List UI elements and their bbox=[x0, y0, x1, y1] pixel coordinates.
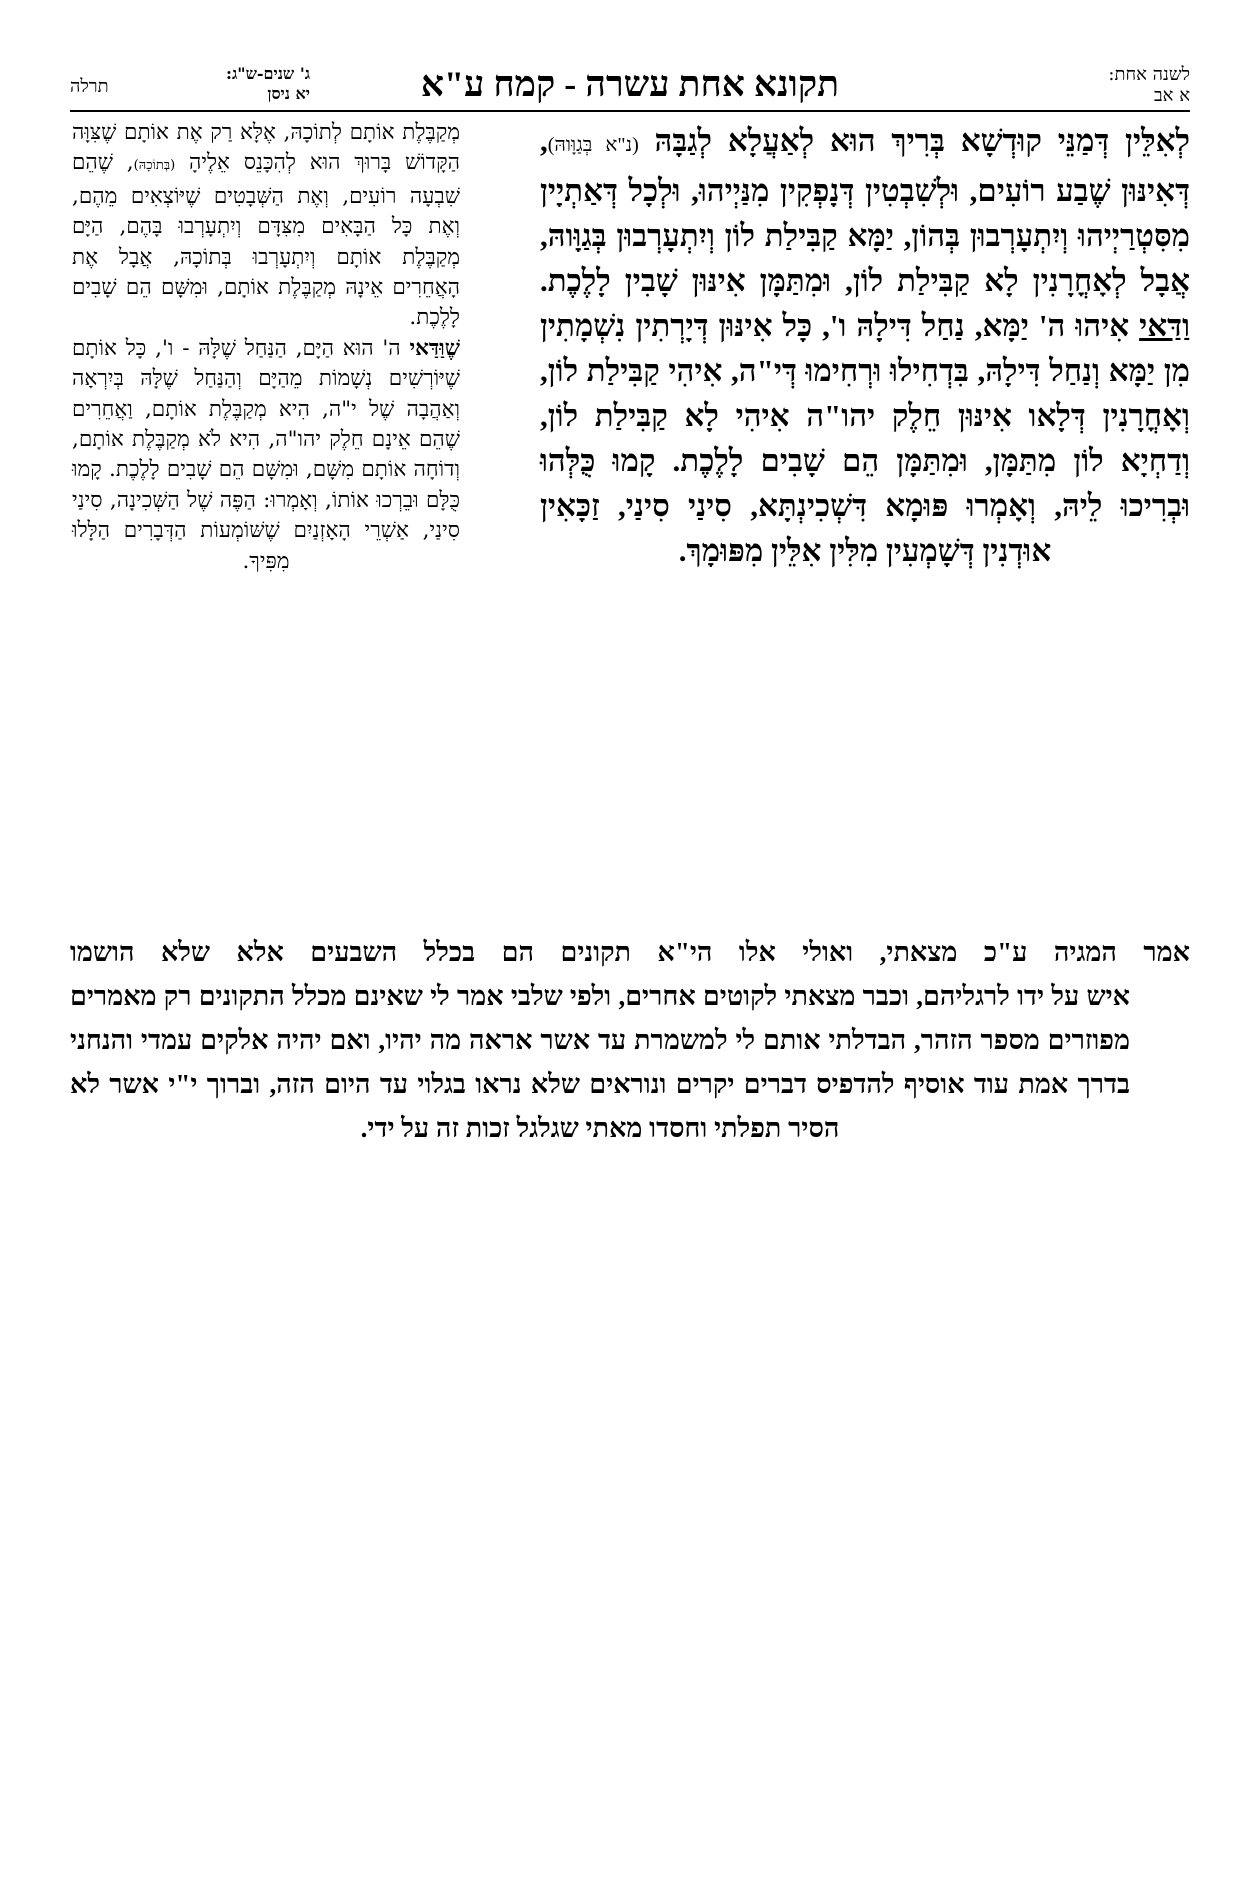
header-date: א אב bbox=[1154, 85, 1190, 106]
main-text-column bbox=[540, 118, 1190, 573]
header-schedule-block bbox=[70, 64, 310, 108]
commentary-c1b: , שֶׁהֵם שִׁבְעָה רוֹעִים, וְאֶת הַשְּׁבָטִים שֶׁיּוֹצְאִים מֵהֶם, וְאֶת כָּל הַבָּאִים מִצִּדָּם וְיִתְעָרְבוּ בָּהֶם, הַיָּם מְקַבֶּלֶת אוֹתָם וְיִתְעָרְבוּ בְּתוֹכָהּ, אֲבָל אֶת הָאֲחֵרִים אֵינָהּ מְקַבֶּלֶת אוֹתָם, וּמִשָּׁם הֵם שָׁבִים לָלֶכֶת. bbox=[72, 150, 460, 331]
main-lead-word: וַדַּאי bbox=[1139, 308, 1190, 343]
header-schedule bbox=[226, 64, 310, 104]
page-title: תקונא אחת עשרה - קמח ע"א bbox=[420, 64, 840, 104]
page-header bbox=[70, 62, 1190, 110]
header-page-number: תרלה bbox=[70, 76, 109, 97]
variant-note: (נ"א בְּגַוָּוהּ) bbox=[547, 134, 639, 156]
header-year-label: לשנה אחת: bbox=[1108, 64, 1190, 85]
editor-note-body: איש על ידו לרגליהם, וכבר מצאתי לקוטים אחרים, ולפי שלבי אמר לי שאינם מכלל התקונים רק מאמרים מפוזרים מספר הזהר, הבדלתי אותם לי למשמרת עד אשר אראה מה יהיו, ואם יהיה אלקים עמדי והנחני בדרך אמת עוד אוסיף להדפיס דברים יקרים ונוראים שלא נראו בגלוי עד היום הזה, וברוך י"י אשר לא הסיר תפלתי וחסדו מאתי שגלגל זכות זה על ידי. bbox=[70, 981, 1130, 1143]
editor-note bbox=[70, 930, 1190, 1150]
commentary-note: (בְּתוֹכָהּ) bbox=[133, 158, 176, 174]
main-text-p3: אִיהוּ ה' יַמָּא, נַחַל דִּילָהּ ו', כָּל אִינּוּן דְּיָרְתִין נִשְׁמָתִין מִן יַמָּא וְנַחַל דִּילָהּ, בִּדְחִילוּ וּרְחִימוּ דְּי"ה, אִיהִי קַבִּילַת לוֹן, וְאָחֳרָנִין דְּלָאו אִינּוּן חֵלֶק יהו"ה אִיהִי לָא קַבִּילַת לוֹן, וְדַחְיָא לוֹן מִתַּמָּן, וּמִתַּמָּן הֵם שָׁבִים לָלֶכֶת. קָמוּ כֻּלְּהוּ וּבְרִיכוּ לֵיהּ, וְאָמְרוּ פּוּמָא דִּשְׁכִינְתָּא, סִינַי סִינַי, זַכָּאִין אוּדְנִין דְּשָׁמְעִין מִלִּין אִלֵּין מִפּוּמָךְ. bbox=[540, 308, 1190, 568]
main-text-p2: , דְּאִינּוּן שֶׁבַע רוֹעִים, וּלְשִׁבְטִין דְּנָפְקִין מִנַּיְיהוּ, וּלְכָל דְּאַתְיָין מִסִּטְרַיְיהוּ וְיִתְעָרְבוּן בְּהוֹן, יַמָּא קַבִּילַת לוֹן וְיִתְעָרְבוּן בְּגַוָּוהּ, אֲבָל לְאָחֳרָנִין לָא קַבִּילַת לוֹן, וּמִתַּמָּן אִינּוּן שָׁבִין לָלֶכֶת. bbox=[540, 123, 1190, 298]
editor-note-line-1: אמר המגיה ע"כ מצאתי, ואולי אלו הי"א תקונים הם בכלל השבעים אלא שלא הושמו bbox=[70, 937, 1190, 967]
main-text-p1: לְאִלֵּין דְּמַנֵּי קוּדְשָׁא בְּרִיךְ הוּא לְאַעֲלָא לְגַבָּהּ bbox=[654, 123, 1190, 158]
commentary-paragraph-1 bbox=[72, 118, 460, 334]
main-paragraph-2 bbox=[540, 303, 1190, 573]
header-schedule-label: ג' שנים-ש"ג: bbox=[226, 64, 310, 83]
commentary-c2: ה' הוּא הַיָּם, הַנַּחַל שֶׁלָּהּ - ו', כָּל אוֹתָם שֶׁיּוֹרְשִׁים נְשָׁמוֹת מֵהַיָּם וְהַנַּחַל שֶׁלָּהּ בְּיִרְאָה וְאַהֲבָה שֶׁל י"ה, הִיא מְקַבֶּלֶת אוֹתָם, וַאֲחֵרִים שֶׁהֵם אֵינָם חֵלֶק יהו"ה, הִיא לֹא מְקַבֶּלֶת אוֹתָם, וְדוֹחָה אוֹתָם מִשָּׁם, וּמִשָּׁם הֵם שָׁבִים לָלֶכֶת. קָמוּ כֻּלָּם וּבֵרְכוּ אוֹתוֹ, וְאָמְרוּ: הַפֶּה שֶׁל הַשְּׁכִינָה, סִינַי סִינַי, אַשְׁרֵי הָאָזְנַיִם שֶׁשּׁוֹמְעוֹת הַדְּבָרִים הַלָּלוּ מִפִּיךָ. bbox=[72, 335, 460, 574]
commentary-paragraph-2 bbox=[72, 334, 460, 577]
header-schedule-date: יא ניסן bbox=[267, 84, 310, 103]
commentary-c1: מְקַבֶּלֶת אוֹתָם לְתוֹכָהּ, אֶלָּא רַק אֶת אוֹתָם שֶׁצִּוָּה הַקָּדוֹשׁ בָּרוּךְ הוּא לְהִכָּנֵס אֵלֶיהָ bbox=[72, 120, 460, 176]
commentary-column bbox=[72, 118, 460, 577]
main-paragraph-1 bbox=[540, 118, 1190, 303]
header-divider bbox=[70, 110, 1190, 112]
commentary-lead-word: שֶׁוַּדַּאי bbox=[409, 335, 460, 361]
